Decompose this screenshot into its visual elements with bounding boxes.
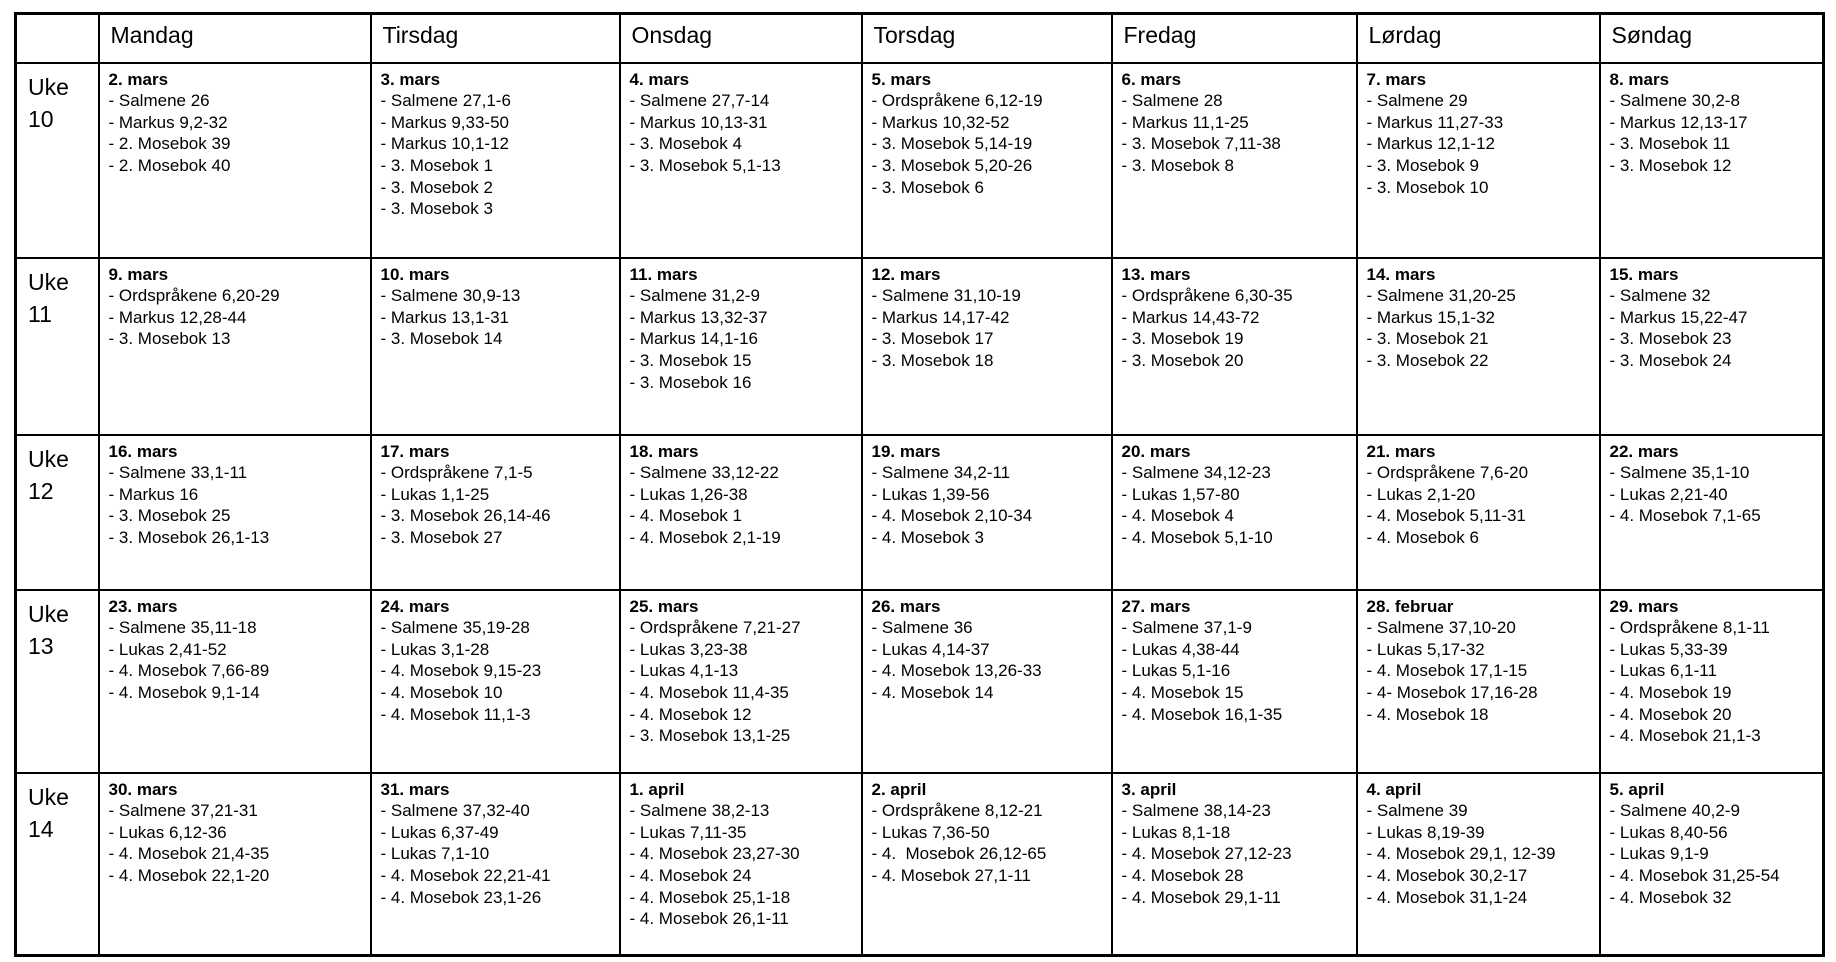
week-row: [16, 258, 1824, 435]
day-cell: [862, 773, 1112, 956]
date-label: 1. april: [629, 779, 685, 799]
day-cell: [371, 590, 620, 773]
reading-item: - 4. Mosebok 9,15-23: [380, 661, 542, 681]
reading-item: - 2. Mosebok 40: [108, 155, 231, 175]
day-cell: [862, 63, 1112, 258]
reading-item: - Salmene 39: [1366, 801, 1468, 821]
reading-item: - 3. Mosebok 19: [1121, 329, 1244, 349]
reading-item: - 3. Mosebok 26,14-46: [380, 506, 551, 526]
week-label-cell: [16, 773, 99, 956]
reading-item: - 3. Mosebok 26,1-13: [108, 527, 270, 547]
day-cell: [99, 258, 371, 435]
day-cell: [1112, 590, 1357, 773]
reading-item: - 4. Mosebok 22,21-41: [380, 865, 551, 885]
reading-item: - 3. Mosebok 20: [1121, 350, 1244, 370]
reading-item: - 4. Mosebok 29,1-11: [1121, 887, 1281, 907]
reading-item: - 4. Mosebok 13,26-33: [871, 661, 1042, 681]
table-header-row: [16, 14, 1824, 63]
reading-item: - Markus 10,1-12: [380, 134, 509, 154]
week-label-cell: [16, 63, 99, 258]
reading-item: - Lukas 5,33-39: [1609, 639, 1728, 659]
reading-item: - 4. Mosebok 5,11-31: [1366, 506, 1526, 526]
reading-item: - Ordspråkene 7,1-5: [380, 463, 533, 483]
day-cell: [371, 435, 620, 590]
reading-item: - 4. Mosebok 24: [629, 865, 752, 885]
reading-item: - 4. Mosebok 11,1-3: [380, 704, 531, 724]
reading-item: - Markus 13,1-31: [380, 307, 509, 327]
reading-item: - Salmene 35,1-10: [1609, 463, 1750, 483]
reading-item: - Lukas 9,1-9: [1609, 844, 1709, 864]
reading-item: - Salmene 33,12-22: [629, 463, 779, 483]
reading-item: - 3. Mosebok 3: [380, 199, 493, 219]
reading-item: - 4. Mosebok 10: [380, 682, 503, 702]
reading-item: - 3. Mosebok 14: [380, 329, 503, 349]
reading-item: - 4. Mosebok 27,12-23: [1121, 844, 1292, 864]
reading-item: - 4. Mosebok 22,1-20: [108, 865, 270, 885]
reading-item: - Lukas 1,39-56: [871, 484, 990, 504]
day-cell: [1357, 590, 1600, 773]
reading-item: - Salmene 35,11-18: [108, 618, 257, 638]
date-label: 4. april: [1366, 779, 1422, 799]
reading-item: - 4. Mosebok 28: [1121, 865, 1244, 885]
reading-item: - 4. Mosebok 23,27-30: [629, 844, 800, 864]
reading-item: - 3. Mosebok 1: [380, 155, 493, 175]
day-cell: [1112, 258, 1357, 435]
day-cell: [1357, 63, 1600, 258]
reading-item: - Markus 11,27-33: [1366, 112, 1504, 132]
reading-item: - Markus 14,43-72: [1121, 307, 1260, 327]
date-label: 27. mars: [1121, 596, 1191, 616]
date-label: 10. mars: [380, 264, 450, 284]
date-label: 20. mars: [1121, 441, 1191, 461]
reading-item: - Salmene 37,1-9: [1121, 618, 1252, 638]
date-label: 28. februar: [1366, 596, 1454, 616]
reading-item: - Salmene 35,19-28: [380, 618, 530, 638]
day-header: Fredag: [1112, 14, 1357, 63]
reading-item: - 4. Mosebok 12: [629, 704, 752, 724]
week-label-cell: [16, 258, 99, 435]
reading-item: - 3. Mosebok 7,11-38: [1121, 134, 1281, 154]
reading-item: - Salmene 37,32-40: [380, 801, 530, 821]
reading-item: - 4. Mosebok 26,1-11: [629, 909, 789, 929]
reading-item: - 3. Mosebok 6: [871, 177, 984, 197]
day-cell: [1357, 773, 1600, 956]
date-label: 14. mars: [1366, 264, 1436, 284]
reading-item: - 4. Mosebok 7,1-65: [1609, 506, 1761, 526]
reading-item: - Salmene 30,9-13: [380, 286, 521, 306]
reading-item: - 4- Mosebok 17,16-28: [1366, 682, 1538, 702]
reading-item: - Salmene 30,2-8: [1609, 91, 1740, 111]
header-row: [16, 14, 1824, 63]
reading-item: - 4. Mosebok 17,1-15: [1366, 661, 1528, 681]
day-cell: [620, 435, 862, 590]
date-label: 25. mars: [629, 596, 699, 616]
day-cell: [1600, 258, 1824, 435]
date-label: 8. mars: [1609, 69, 1670, 89]
reading-item: - Markus 12,1-12: [1366, 134, 1495, 154]
day-cell: [620, 773, 862, 956]
reading-item: - 4. Mosebok 1: [629, 506, 742, 526]
reading-item: - Salmene 37,10-20: [1366, 618, 1516, 638]
reading-item: - 3. Mosebok 15: [629, 350, 752, 370]
reading-item: - Lukas 1,1-25: [380, 484, 490, 504]
week-row: [16, 435, 1824, 590]
date-label: 3. mars: [380, 69, 441, 89]
reading-item: - 3. Mosebok 17: [871, 329, 994, 349]
reading-item: - 4. Mosebok 29,1, 12-39: [1366, 844, 1556, 864]
reading-item: - 4. Mosebok 19: [1609, 682, 1732, 702]
reading-item: - Salmene 26: [108, 91, 210, 111]
reading-item: - Lukas 1,57-80: [1121, 484, 1240, 504]
reading-item: - Markus 14,17-42: [871, 307, 1010, 327]
reading-item: - Markus 9,33-50: [380, 112, 509, 132]
reading-item: - Markus 9,2-32: [108, 112, 228, 132]
day-cell: [371, 258, 620, 435]
reading-item: - 3. Mosebok 13,1-25: [629, 726, 791, 746]
day-cell: [1600, 773, 1824, 956]
reading-item: - Lukas 3,23-38: [629, 639, 748, 659]
corner-cell: [16, 14, 99, 63]
day-cell: [1600, 590, 1824, 773]
reading-item: - 2. Mosebok 39: [108, 134, 231, 154]
date-label: 2. mars: [108, 69, 169, 89]
week-row: [16, 63, 1824, 258]
reading-item: - Ordspråkene 8,12-21: [871, 801, 1043, 821]
reading-item: - 3. Mosebok 22: [1366, 350, 1489, 370]
reading-item: - Salmene 31,2-9: [629, 286, 760, 306]
reading-item: - 3. Mosebok 27: [380, 527, 503, 547]
date-label: 6. mars: [1121, 69, 1182, 89]
reading-item: - Lukas 8,1-18: [1121, 822, 1231, 842]
reading-item: - Lukas 6,1-11: [1609, 661, 1717, 681]
reading-item: - Lukas 5,1-16: [1121, 661, 1231, 681]
week-label: Uke 14: [28, 783, 69, 843]
reading-item: - Salmene 38,2-13: [629, 801, 770, 821]
week-label: Uke 11: [28, 268, 69, 328]
reading-item: - 4. Mosebok 32: [1609, 887, 1732, 907]
day-cell: [620, 590, 862, 773]
reading-item: - Lukas 7,11-35: [629, 822, 747, 842]
reading-item: - Lukas 7,36-50: [871, 822, 990, 842]
date-label: 4. mars: [629, 69, 690, 89]
date-label: 18. mars: [629, 441, 699, 461]
reading-item: - 3. Mosebok 16: [629, 372, 752, 392]
reading-item: - 4. Mosebok 14: [871, 682, 994, 702]
reading-item: - Ordspråkene 7,21-27: [629, 618, 801, 638]
date-label: 29. mars: [1609, 596, 1679, 616]
reading-item: - Markus 13,32-37: [629, 307, 768, 327]
reading-item: - Markus 15,22-47: [1609, 307, 1748, 327]
reading-item: - Lukas 2,21-40: [1609, 484, 1728, 504]
reading-item: - Markus 14,1-16: [629, 329, 758, 349]
date-label: 23. mars: [108, 596, 178, 616]
reading-item: - Lukas 1,26-38: [629, 484, 748, 504]
reading-item: - Lukas 3,1-28: [380, 639, 490, 659]
week-row: [16, 590, 1824, 773]
reading-item: - 4. Mosebok 7,66-89: [108, 661, 270, 681]
date-label: 11. mars: [629, 264, 698, 284]
day-cell: [862, 435, 1112, 590]
reading-item: - 4. Mosebok 2,1-19: [629, 527, 781, 547]
reading-item: - 3. Mosebok 5,14-19: [871, 134, 1033, 154]
reading-item: - Ordspråkene 6,30-35: [1121, 286, 1293, 306]
reading-item: - Salmene 31,10-19: [871, 286, 1021, 306]
reading-item: - 4. Mosebok 9,1-14: [108, 682, 260, 702]
reading-item: - 3. Mosebok 25: [108, 506, 231, 526]
day-cell: [1600, 63, 1824, 258]
week-label-cell: [16, 590, 99, 773]
date-label: 9. mars: [108, 264, 169, 284]
reading-item: - 3. Mosebok 5,1-13: [629, 155, 781, 175]
day-header: Mandag: [99, 14, 371, 63]
reading-item: - Salmene 40,2-9: [1609, 801, 1740, 821]
reading-item: - 4. Mosebok 18: [1366, 704, 1489, 724]
week-label: Uke 10: [28, 73, 69, 133]
reading-item: - Lukas 4,1-13: [629, 661, 739, 681]
day-cell: [1357, 435, 1600, 590]
week-label-cell: [16, 435, 99, 590]
reading-item: - 3. Mosebok 11: [1609, 134, 1731, 154]
reading-item: - Lukas 8,40-56: [1609, 822, 1728, 842]
reading-item: - 4. Mosebok 6: [1366, 527, 1479, 547]
day-header: Lørdag: [1357, 14, 1600, 63]
reading-item: - Salmene 36: [871, 618, 973, 638]
day-cell: [1112, 773, 1357, 956]
table-body: [16, 63, 1824, 956]
day-cell: [99, 773, 371, 956]
reading-item: - 4. Mosebok 31,1-24: [1366, 887, 1528, 907]
reading-item: - 4. Mosebok 11,4-35: [629, 682, 789, 702]
reading-item: - Lukas 2,1-20: [1366, 484, 1476, 504]
day-cell: [1357, 258, 1600, 435]
day-cell: [862, 258, 1112, 435]
day-cell: [620, 258, 862, 435]
day-cell: [99, 435, 371, 590]
reading-item: - 4. Mosebok 15: [1121, 682, 1244, 702]
date-label: 22. mars: [1609, 441, 1679, 461]
reading-item: - 3. Mosebok 2: [380, 177, 493, 197]
day-cell: [1600, 435, 1824, 590]
day-cell: [1112, 63, 1357, 258]
date-label: 5. april: [1609, 779, 1665, 799]
reading-item: - 4. Mosebok 5,1-10: [1121, 527, 1273, 547]
reading-item: - Salmene 37,21-31: [108, 801, 258, 821]
date-label: 12. mars: [871, 264, 941, 284]
reading-item: - 4. Mosebok 26,12-65: [871, 844, 1047, 864]
reading-item: - 3. Mosebok 13: [108, 329, 231, 349]
reading-item: - 4. Mosebok 21,4-35: [108, 844, 270, 864]
reading-item: - Salmene 29: [1366, 91, 1468, 111]
reading-item: - Lukas 6,37-49: [380, 822, 499, 842]
date-label: 16. mars: [108, 441, 178, 461]
reading-item: - 4. Mosebok 23,1-26: [380, 887, 542, 907]
reading-item: - Salmene 27,7-14: [629, 91, 770, 111]
date-label: 31. mars: [380, 779, 450, 799]
reading-item: - Salmene 34,2-11: [871, 463, 1011, 483]
reading-item: - 4. Mosebok 31,25-54: [1609, 865, 1780, 885]
reading-item: - Markus 10,32-52: [871, 112, 1010, 132]
day-cell: [99, 63, 371, 258]
week-label: Uke 13: [28, 600, 69, 660]
day-cell: [620, 63, 862, 258]
date-label: 5. mars: [871, 69, 932, 89]
reading-item: - 4. Mosebok 30,2-17: [1366, 865, 1528, 885]
date-label: 24. mars: [380, 596, 450, 616]
reading-item: - Ordspråkene 6,12-19: [871, 91, 1043, 111]
date-label: 26. mars: [871, 596, 941, 616]
reading-item: - Salmene 34,12-23: [1121, 463, 1271, 483]
reading-item: - Markus 16: [108, 484, 199, 504]
reading-item: - Ordspråkene 8,1-11: [1609, 618, 1770, 638]
reading-item: - 3. Mosebok 23: [1609, 329, 1732, 349]
reading-item: - 3. Mosebok 8: [1121, 155, 1234, 175]
reading-item: - Lukas 2,41-52: [108, 639, 227, 659]
reading-item: - 4. Mosebok 20: [1609, 704, 1732, 724]
day-cell: [862, 590, 1112, 773]
reading-item: - Ordspråkene 6,20-29: [108, 286, 280, 306]
reading-item: - Lukas 4,14-37: [871, 639, 990, 659]
reading-item: - Salmene 33,1-11: [108, 463, 248, 483]
reading-item: - Salmene 28: [1121, 91, 1223, 111]
reading-item: - 4. Mosebok 3: [871, 527, 984, 547]
reading-item: - Ordspråkene 7,6-20: [1366, 463, 1529, 483]
reading-item: - 3. Mosebok 5,20-26: [871, 155, 1033, 175]
reading-item: - Lukas 6,12-36: [108, 822, 227, 842]
week-row: [16, 773, 1824, 956]
reading-item: - Lukas 7,1-10: [380, 844, 490, 864]
reading-item: - Markus 11,1-25: [1121, 112, 1249, 132]
reading-plan-table: [14, 12, 1825, 957]
reading-item: - Salmene 27,1-6: [380, 91, 511, 111]
date-label: 13. mars: [1121, 264, 1191, 284]
reading-item: - Lukas 5,17-32: [1366, 639, 1485, 659]
reading-item: - Lukas 4,38-44: [1121, 639, 1240, 659]
date-label: 3. april: [1121, 779, 1177, 799]
reading-item: - 3. Mosebok 4: [629, 134, 742, 154]
day-cell: [371, 63, 620, 258]
day-cell: [1112, 435, 1357, 590]
day-header: Tirsdag: [371, 14, 620, 63]
reading-item: - 3. Mosebok 18: [871, 350, 994, 370]
reading-item: - 4. Mosebok 4: [1121, 506, 1234, 526]
reading-item: - 3. Mosebok 12: [1609, 155, 1732, 175]
reading-item: - Lukas 8,19-39: [1366, 822, 1485, 842]
reading-item: - 4. Mosebok 25,1-18: [629, 887, 791, 907]
reading-item: - 4. Mosebok 16,1-35: [1121, 704, 1283, 724]
date-label: 30. mars: [108, 779, 178, 799]
reading-item: - 3. Mosebok 9: [1366, 155, 1479, 175]
reading-item: - 4. Mosebok 2,10-34: [871, 506, 1033, 526]
day-header: Torsdag: [862, 14, 1112, 63]
reading-item: - Salmene 31,20-25: [1366, 286, 1516, 306]
week-label: Uke 12: [28, 445, 69, 505]
reading-item: - 3. Mosebok 24: [1609, 350, 1732, 370]
day-cell: [371, 773, 620, 956]
date-label: 17. mars: [380, 441, 450, 461]
reading-item: - Salmene 32: [1609, 286, 1711, 306]
date-label: 2. april: [871, 779, 927, 799]
day-header: Søndag: [1600, 14, 1824, 63]
date-label: 15. mars: [1609, 264, 1679, 284]
reading-item: - 4. Mosebok 27,1-11: [871, 865, 1031, 885]
reading-item: - 3. Mosebok 10: [1366, 177, 1489, 197]
reading-item: - Markus 15,1-32: [1366, 307, 1495, 327]
reading-item: - Salmene 38,14-23: [1121, 801, 1271, 821]
reading-item: - Markus 12,28-44: [108, 307, 247, 327]
reading-item: - 3. Mosebok 21: [1366, 329, 1489, 349]
reading-item: - Markus 12,13-17: [1609, 112, 1748, 132]
reading-item: - Markus 10,13-31: [629, 112, 768, 132]
date-label: 19. mars: [871, 441, 941, 461]
date-label: 7. mars: [1366, 69, 1427, 89]
day-header: Onsdag: [620, 14, 862, 63]
reading-item: - 4. Mosebok 21,1-3: [1609, 726, 1761, 746]
date-label: 21. mars: [1366, 441, 1436, 461]
day-cell: [99, 590, 371, 773]
